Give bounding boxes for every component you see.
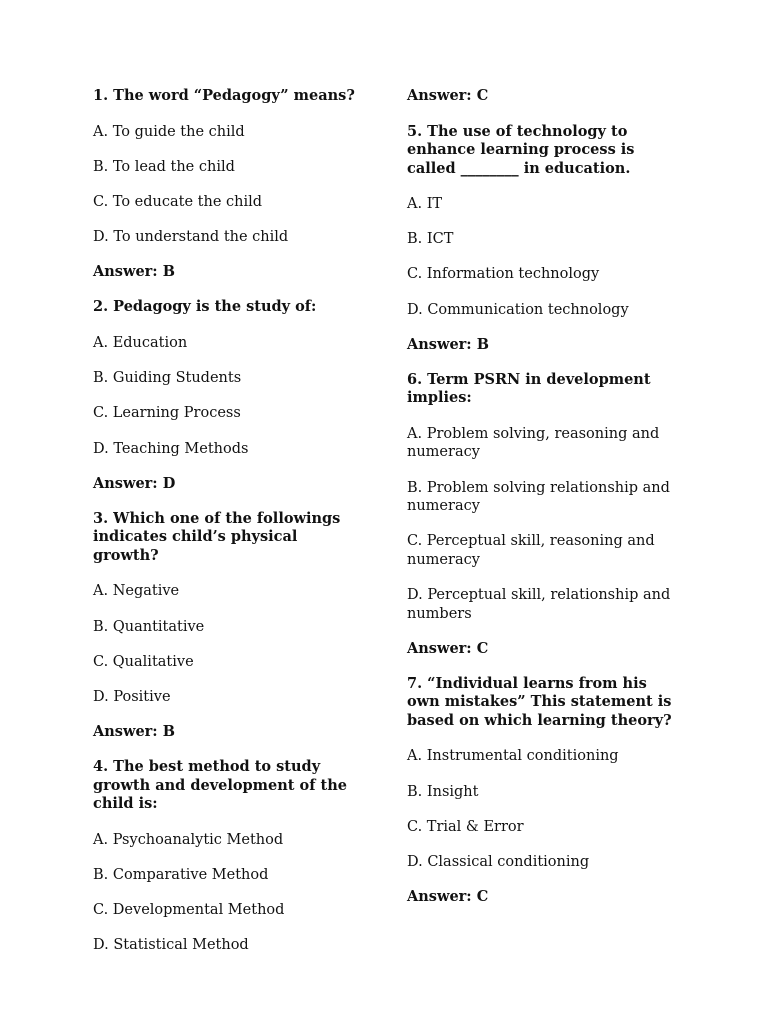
question-text: 6. Term PSRN in development implies: — [407, 370, 651, 407]
question-6 — [407, 371, 682, 658]
option-d: D. Teaching Methods — [93, 440, 249, 457]
option-d: D. Communication technology — [407, 301, 629, 318]
answer: Answer: B — [407, 335, 489, 353]
option-c: C. Information technology — [407, 266, 600, 283]
answer: Answer: B — [93, 723, 175, 741]
option-a: A. Psychoanalytic Method — [93, 831, 284, 848]
option-a: A. IT — [407, 196, 443, 212]
question-3 — [93, 510, 363, 742]
option-a: A. Instrumental conditioning — [407, 748, 619, 765]
question-text: 5. The use of technology to enhance learning process is called ________ in education. — [407, 122, 635, 177]
option-b: B. Guiding Students — [93, 370, 242, 387]
option-a: A. To guide the child — [93, 123, 245, 140]
option-b: B. Quantitative — [93, 618, 205, 635]
question-1 — [93, 87, 363, 282]
option-c: C. Perceptual skill, reasoning and numeracy — [407, 533, 655, 568]
answer: Answer: D — [93, 474, 176, 492]
answer: Answer: B — [93, 263, 175, 281]
option-c: C. Learning Process — [93, 405, 241, 422]
option-d: D. Perceptual skill, relationship and numbers — [407, 587, 671, 622]
option-c: C. Qualitative — [93, 653, 194, 670]
answer: Answer: C — [407, 639, 489, 657]
question-text: 1. The word “Pedagogy” means? — [93, 87, 355, 104]
option-b: B. Insight — [407, 783, 479, 800]
left-column — [93, 87, 363, 972]
question-7 — [407, 675, 682, 907]
option-d: D. Statistical Method — [93, 937, 249, 954]
option-c: C. To educate the child — [93, 193, 263, 210]
question-4 — [93, 758, 363, 955]
question-2 — [93, 298, 363, 493]
option-b: B. Problem solving relationship and numeracy — [407, 479, 670, 515]
question-text: 4. The best method to study growth and development of the child is: — [93, 758, 347, 813]
option-d: D. Positive — [93, 688, 171, 705]
question-5 — [407, 123, 682, 355]
option-d: D. Classical conditioning — [407, 853, 590, 870]
option-b: B. To lead the child — [93, 158, 235, 175]
question-text: 7. “Individual learns from his own mistakes” This statement is based on which learning theory? — [407, 674, 672, 729]
question-text: 3. Which one of the followings indicates child’s physical growth? — [93, 509, 341, 564]
right-column — [407, 87, 682, 923]
option-c: C. Trial & Error — [407, 818, 524, 835]
option-c: C. Developmental Method — [93, 902, 285, 919]
option-a: A. Education — [93, 334, 188, 351]
option-d: D. To understand the child — [93, 229, 289, 246]
answer: Answer: C — [407, 87, 489, 104]
answer: Answer: C — [407, 888, 489, 906]
option-b: B. ICT — [407, 231, 454, 248]
option-b: B. Comparative Method — [93, 867, 269, 883]
option-a: A. Problem solving, reasoning and numeracy — [407, 425, 660, 461]
question-text: 2. Pedagogy is the study of: — [93, 298, 317, 316]
option-a: A. Negative — [93, 583, 180, 600]
